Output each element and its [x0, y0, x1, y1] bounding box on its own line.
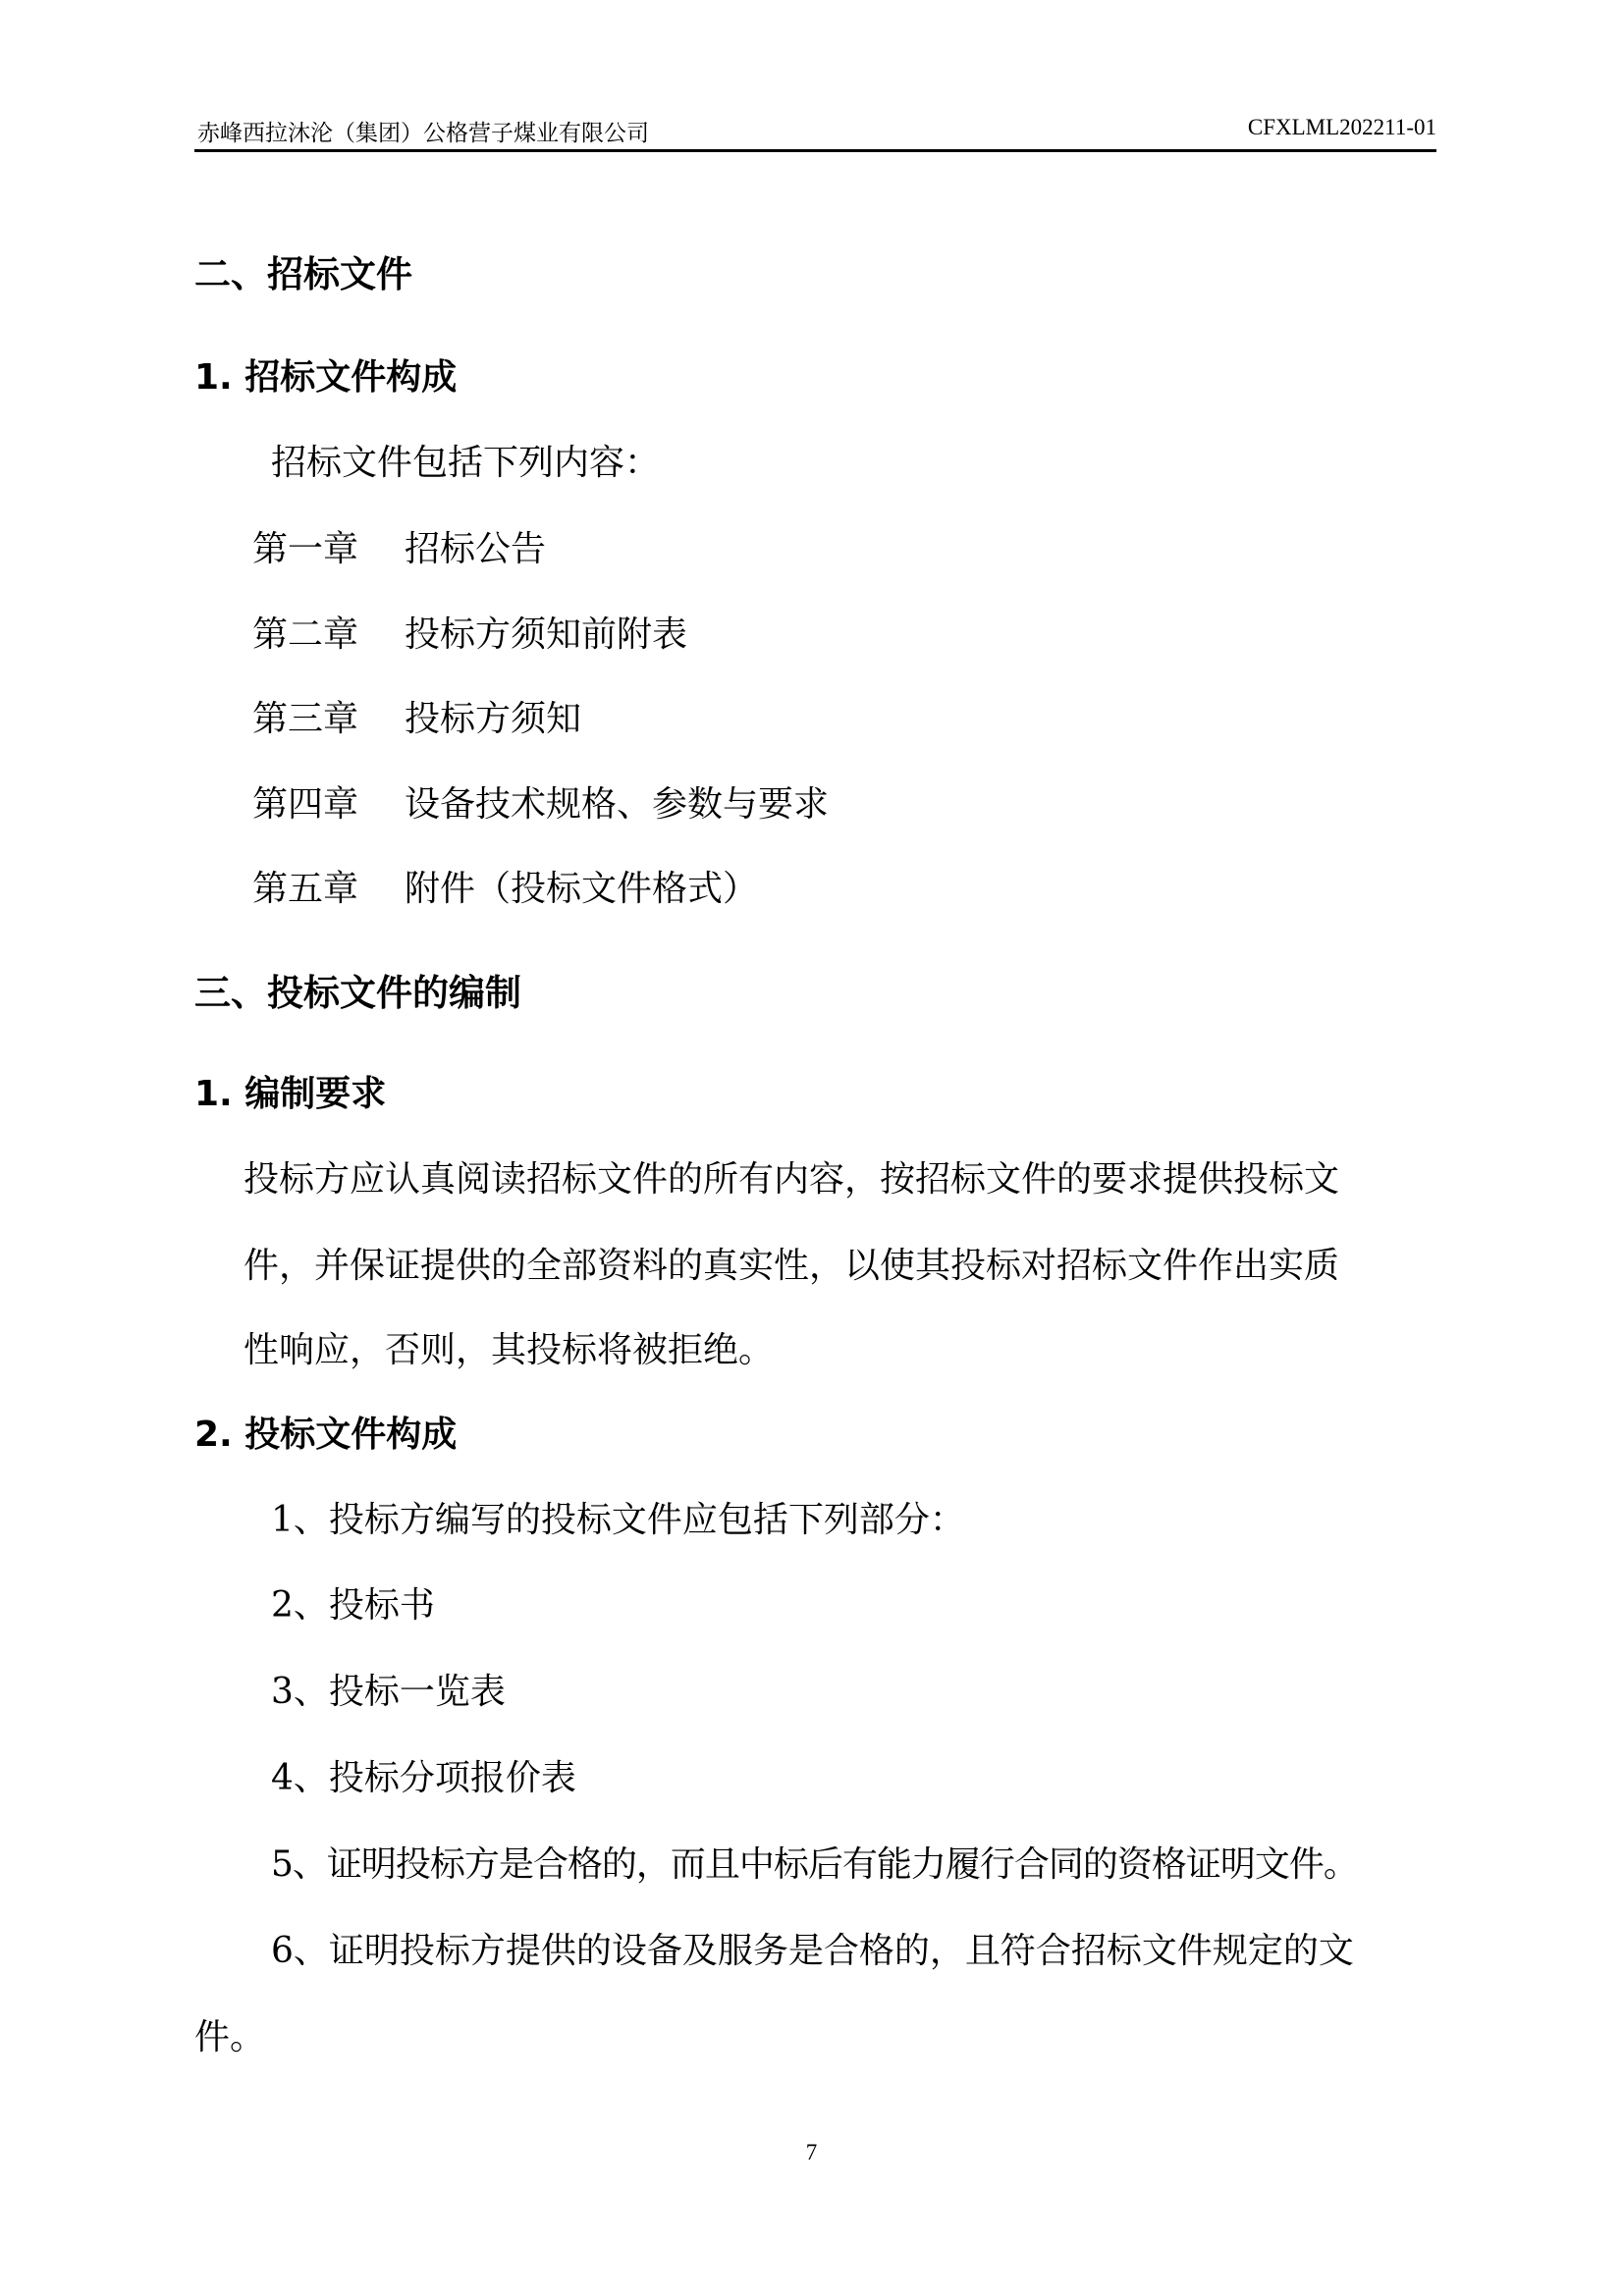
- page-number: 7: [805, 2140, 818, 2164]
- chapter-number: 第三章: [252, 699, 359, 739]
- chapter-list-item: [252, 783, 829, 827]
- header-document-code: CFXLML202211-01: [1247, 115, 1436, 139]
- tender-intro-text: 招标文件包括下列内容：: [271, 443, 661, 483]
- header-divider: [194, 149, 1436, 152]
- chapter-name: 投标方须知前附表: [405, 614, 688, 655]
- chapter-name: 投标方须知: [405, 699, 582, 739]
- paragraph-line: 件，并保证提供的全部资料的真实性，以使其投标对招标文件作出实质: [243, 1246, 1340, 1286]
- paragraph-line: 投标方应认真阅读招标文件的所有内容，按招标文件的要求提供投标文: [243, 1159, 1340, 1200]
- chapter-name: 招标公告: [405, 529, 547, 569]
- chapter-number: 第一章: [252, 529, 359, 569]
- chapter-list-item: [252, 614, 687, 657]
- chapter-list-item: [252, 528, 546, 571]
- section-title-bid-preparation: 三、投标文件的编制: [194, 972, 521, 1014]
- bid-component-item: 4、投标分项报价表: [271, 1758, 576, 1798]
- subsection-title-preparation-requirements: 1. 编制要求: [194, 1074, 387, 1114]
- section-title-tender-documents: 二、招标文件: [194, 253, 412, 295]
- bid-component-item: 5、证明投标方是合格的，而且中标后有能力履行合同的资格证明文件。: [271, 1844, 1358, 1885]
- chapter-number: 第二章: [252, 614, 359, 655]
- bid-component-item: 6、证明投标方提供的设备及服务是合格的，且符合招标文件规定的文: [271, 1931, 1354, 1971]
- bid-component-item: 1、投标方编写的投标文件应包括下列部分：: [271, 1500, 965, 1540]
- chapter-number: 第四章: [252, 784, 359, 825]
- chapter-list-item: [252, 698, 581, 741]
- chapter-list-item: [252, 868, 758, 911]
- header-company-name: 赤峰西拉沐沦（集团）公格营子煤业有限公司: [197, 121, 649, 146]
- subsection-title-bid-composition: 2. 投标文件构成: [194, 1415, 458, 1455]
- chapter-number: 第五章: [252, 869, 359, 909]
- paragraph-line: 性响应，否则，其投标将被拒绝。: [243, 1330, 775, 1370]
- chapter-name: 设备技术规格、参数与要求: [405, 784, 830, 825]
- bid-component-item-continuation: 件。: [194, 2017, 266, 2057]
- chapter-name: 附件（投标文件格式）: [405, 869, 759, 909]
- bid-component-item: 2、投标书: [271, 1585, 435, 1626]
- bid-component-item: 3、投标一览表: [271, 1672, 506, 1712]
- subsection-title-tender-composition: 1. 招标文件构成: [194, 357, 458, 398]
